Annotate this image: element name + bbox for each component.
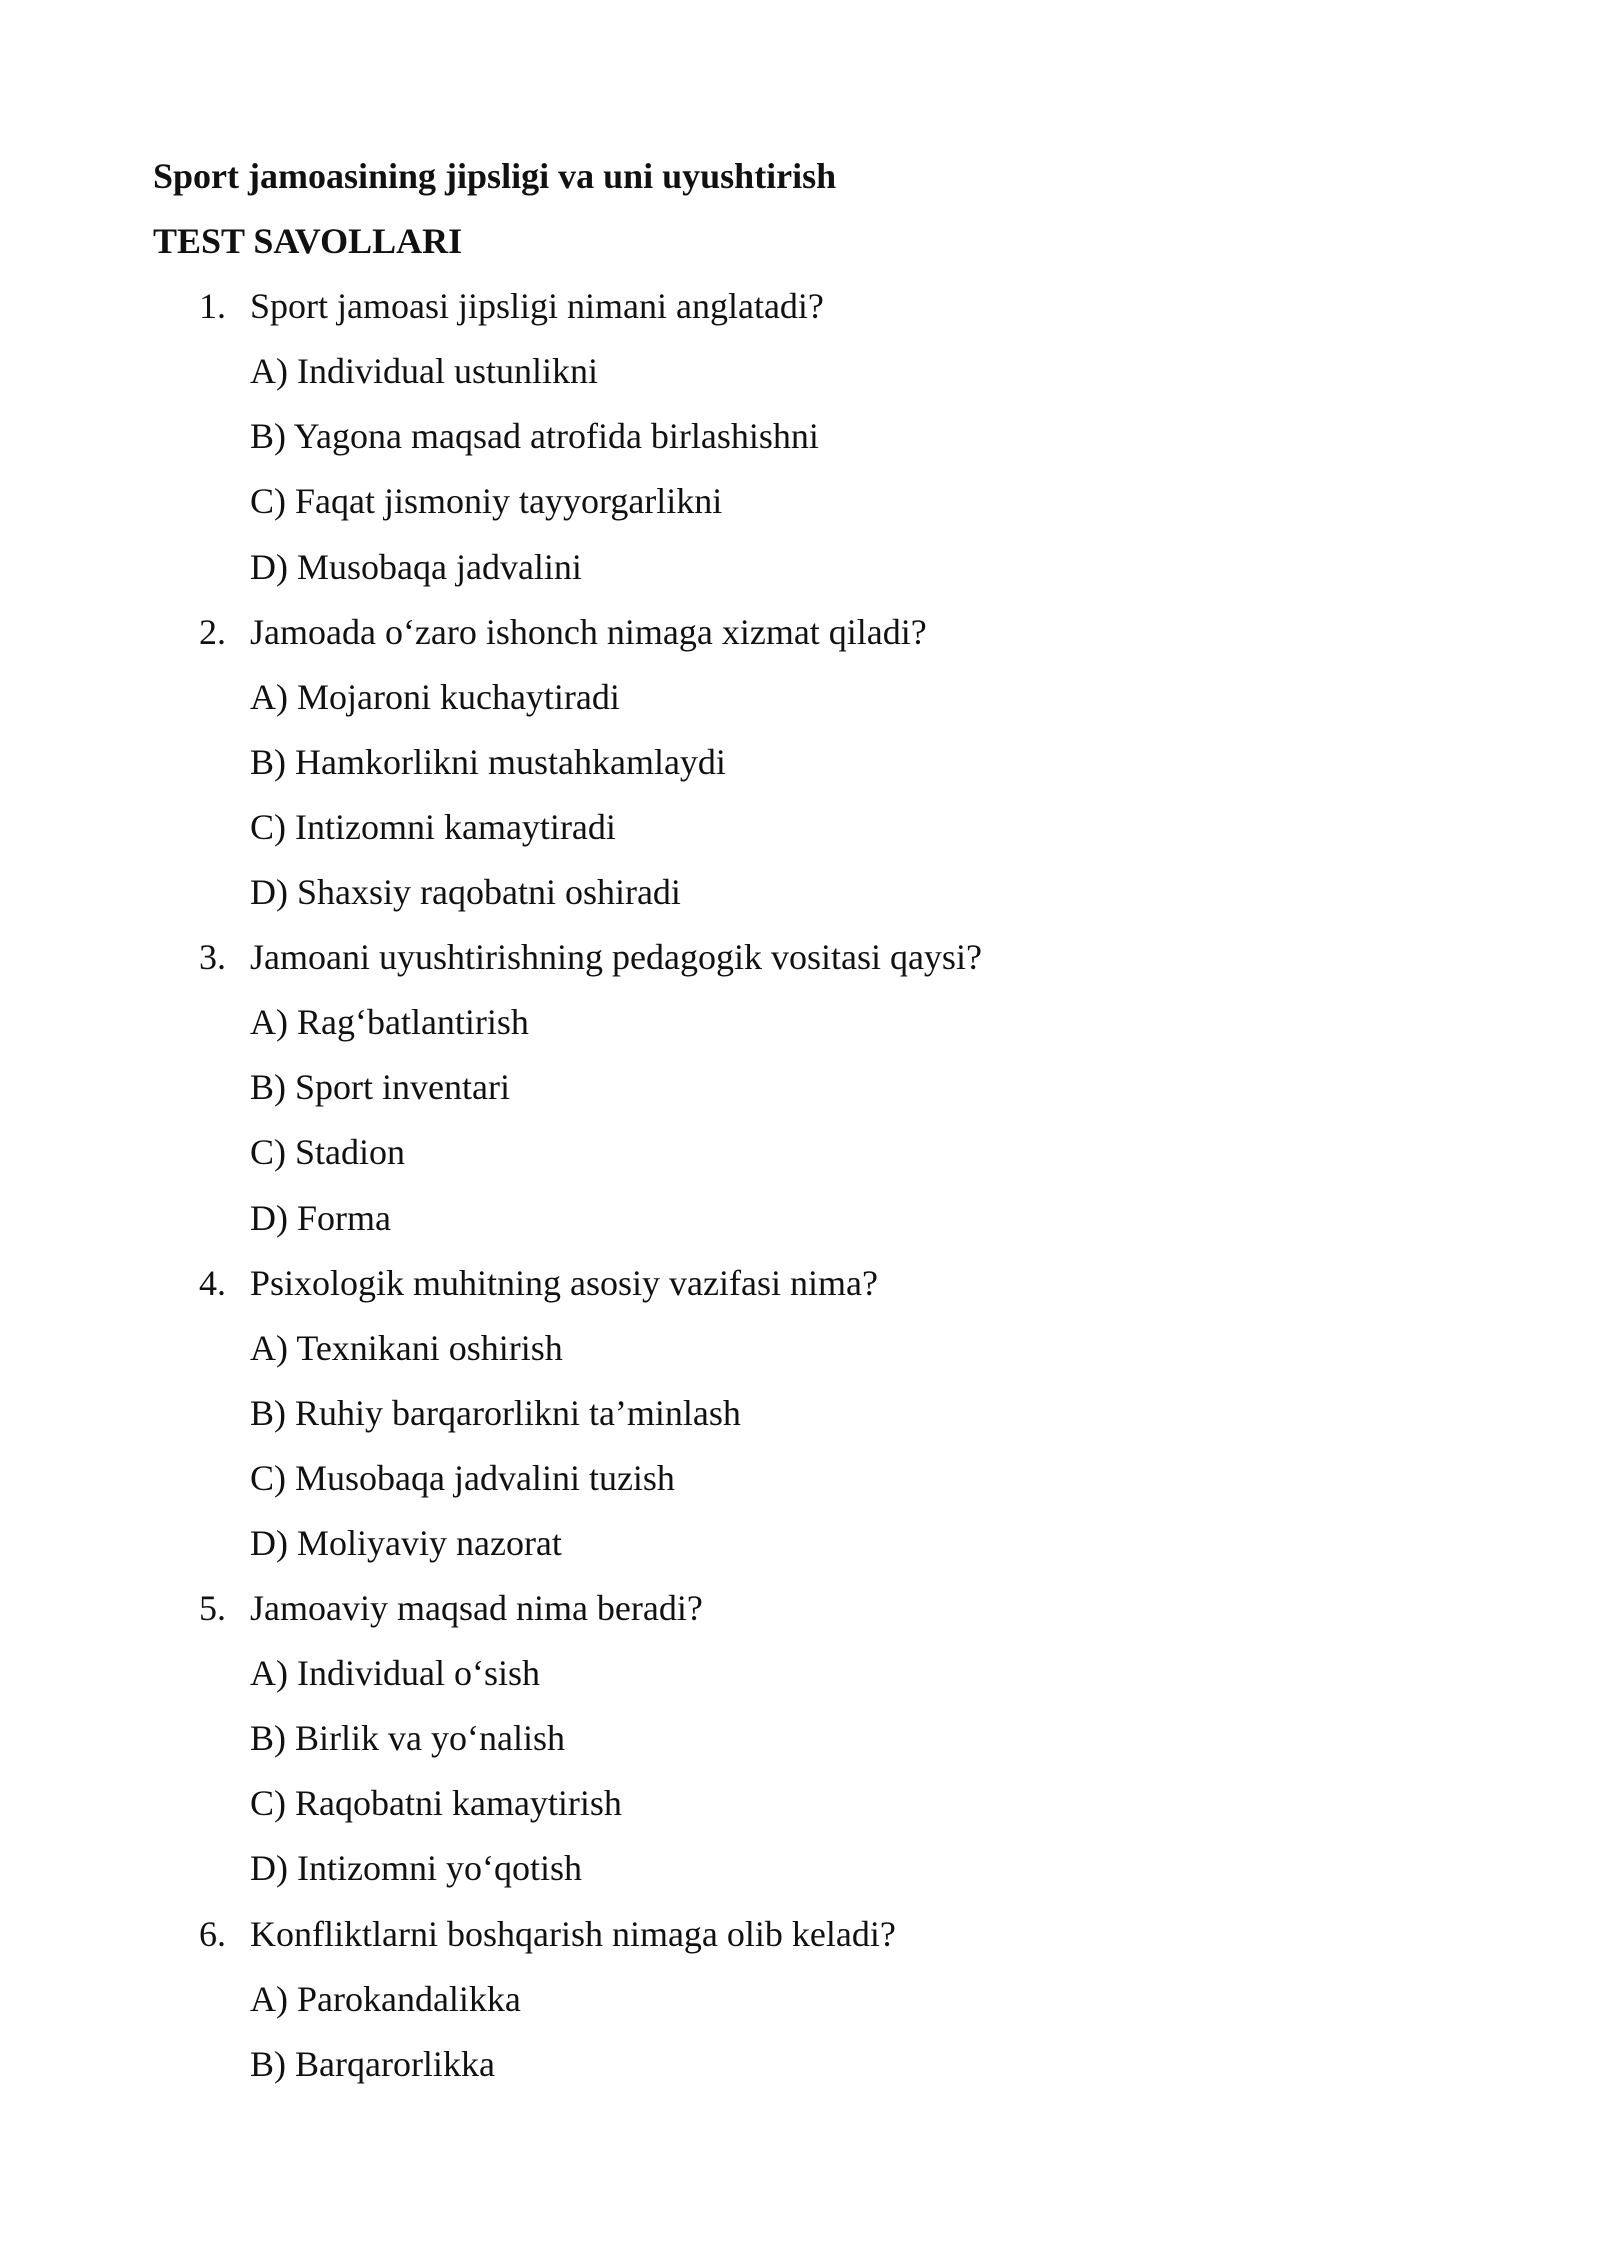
- question: [153, 280, 1453, 345]
- answer-option: C) Raqobatni kamaytirish: [250, 1783, 622, 1824]
- answer-option: B) Barqarorlikka: [250, 2043, 495, 2084]
- question-block: [153, 1257, 1453, 1582]
- document-subtitle: TEST SAVOLLARI: [153, 221, 463, 262]
- answer-option: D) Musobaqa jadvalini: [250, 546, 582, 587]
- answer-option: A) Individual ustunlikni: [250, 351, 598, 392]
- answer-option: A) Rag‘batlantirish: [250, 1002, 529, 1043]
- question-block: [153, 931, 1453, 1256]
- question-block: [153, 280, 1453, 605]
- question-text: Jamoaviy maqsad nima beradi?: [250, 1588, 703, 1629]
- question-number: 2.: [199, 611, 226, 652]
- question-text: Jamoada o‘zaro ishonch nimaga xizmat qiladi?: [250, 611, 927, 652]
- answer-option: C) Musobaqa jadvalini tuzish: [250, 1457, 675, 1498]
- answer-option: B) Hamkorlikni mustahkamlaydi: [250, 741, 726, 782]
- question: [153, 1908, 1453, 1973]
- question: [153, 1257, 1453, 1322]
- answer-option: D) Intizomni yo‘qotish: [250, 1848, 582, 1889]
- question-text: Psixologik muhitning asosiy vazifasi nima?: [250, 1262, 878, 1303]
- question-number: 6.: [199, 1913, 226, 1954]
- question-block: [153, 1908, 1453, 2103]
- question: [153, 606, 1453, 671]
- answer-option: D) Moliyaviy nazorat: [250, 1522, 562, 1563]
- question-number: 4.: [199, 1262, 226, 1303]
- question-block: [153, 1582, 1453, 1907]
- question-text: Jamoani uyushtirishning pedagogik vositasi qaysi?: [250, 937, 982, 978]
- question-block: [153, 606, 1453, 931]
- answer-option: D) Shaxsiy raqobatni oshiradi: [250, 872, 681, 913]
- question-number: 5.: [199, 1588, 226, 1629]
- question: [153, 1582, 1453, 1647]
- answer-option: A) Mojaroni kuchaytiradi: [250, 676, 620, 717]
- answer-option: B) Sport inventari: [250, 1067, 510, 1108]
- answer-option: A) Parokandalikka: [250, 1978, 521, 2019]
- answer-option: C) Stadion: [250, 1132, 406, 1173]
- answer-option: C) Faqat jismoniy tayyorgarlikni: [250, 481, 723, 522]
- answer-option: D) Forma: [250, 1197, 391, 1238]
- question-text: Sport jamoasi jipsligi nimani anglatadi?: [250, 286, 824, 327]
- question: [153, 931, 1453, 996]
- answer-option: A) Texnikani oshirish: [250, 1327, 563, 1368]
- answer-option: B) Birlik va yo‘nalish: [250, 1718, 565, 1759]
- answer-option: C) Intizomni kamaytiradi: [250, 806, 616, 847]
- question-number: 3.: [199, 937, 226, 978]
- answer-option: B) Yagona maqsad atrofida birlashishni: [250, 416, 819, 457]
- question-text: Konfliktlarni boshqarish nimaga olib keladi?: [250, 1913, 896, 1954]
- answer-option: A) Individual o‘sish: [250, 1653, 540, 1694]
- answer-option: B) Ruhiy barqarorlikni ta’minlash: [250, 1392, 741, 1433]
- document-title: Sport jamoasining jipsligi va uni uyushtirish: [153, 156, 837, 196]
- document-content: [153, 150, 1453, 2103]
- question-number: 1.: [199, 286, 226, 327]
